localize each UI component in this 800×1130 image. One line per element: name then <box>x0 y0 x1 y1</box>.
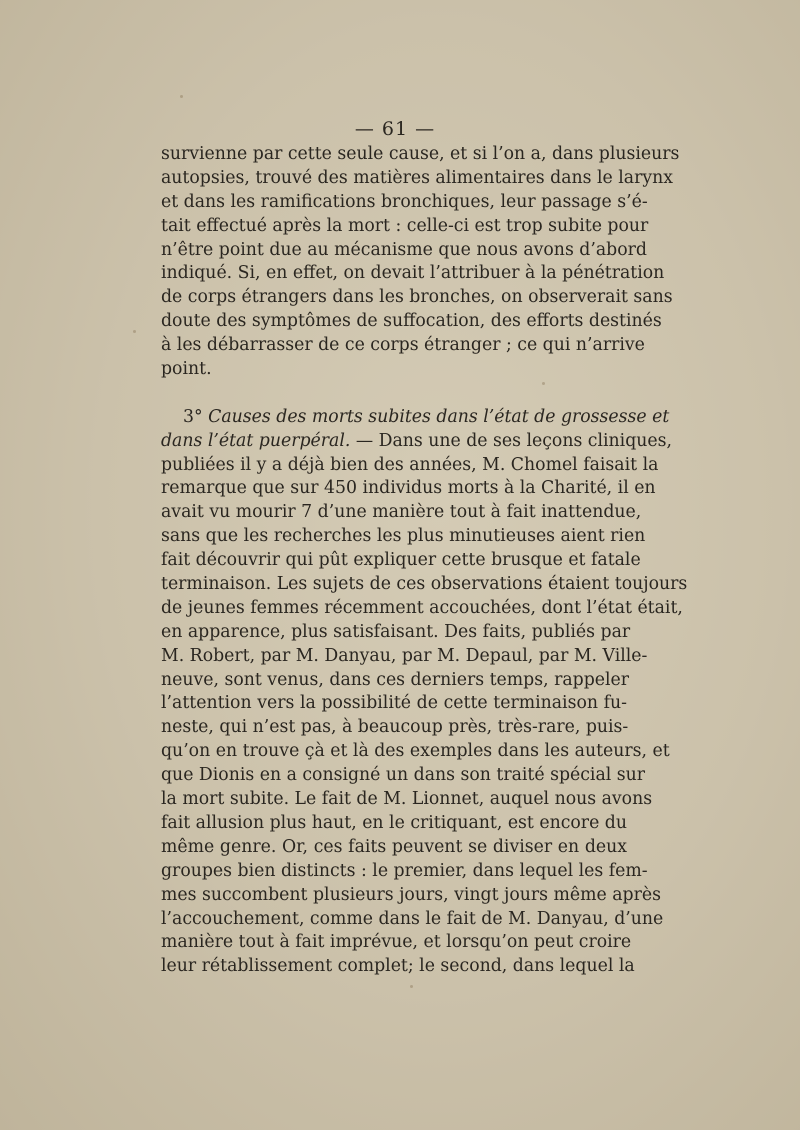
paper-speck <box>410 985 413 988</box>
text-line: neste, qui n’est pas, à beaucoup près, très-rare, puis- <box>161 717 629 738</box>
text-line: que Dionis en a consigné un dans son traité spécial sur <box>161 765 646 786</box>
text-line: autopsies, trouvé des matières alimentaires dans le larynx <box>161 167 673 188</box>
text-line: M. Robert, par M. Danyau, par M. Depaul, par M. Ville- <box>161 645 648 666</box>
text-line: fait allusion plus haut, en le critiquant, est encore du <box>161 812 627 833</box>
text-line: l’attention vers la possibilité de cette terminaison fu- <box>161 693 627 714</box>
section-heading-cont: dans l’état puerpéral. <box>161 430 351 451</box>
text-line: n’être point due au mécanisme que nous avons d’abord <box>161 239 647 260</box>
paragraph-1 <box>161 143 680 382</box>
text-line: publiées il y a déjà bien des années, M. Chomel faisait la <box>161 454 659 475</box>
text-line: avait vu mourir 7 d’une manière tout à fait inattendue, <box>161 502 642 523</box>
page-number: — 61 — <box>354 118 436 140</box>
text-line: remarque que sur 450 individus morts à la Charité, il en <box>161 478 656 499</box>
text-line: fait découvrir qui pût expliquer cette brusque et fatale <box>161 550 641 571</box>
text-line: l’accouchement, comme dans le fait de M. Danyau, d’une <box>161 908 664 929</box>
text-line: leur rétablissement complet; le second, dans lequel la <box>161 956 635 977</box>
body-text <box>161 143 688 979</box>
paper-speck <box>133 330 136 333</box>
paragraph-gap <box>161 382 627 406</box>
text-line: à les débarrasser de ce corps étranger ; ce qui n’arrive <box>161 335 645 356</box>
section-heading: Causes des morts subites dans l’état de grossesse et <box>208 406 670 427</box>
paper-speck <box>542 382 545 385</box>
paragraph-2 <box>161 406 688 979</box>
text-line: manière tout à fait imprévue, et lorsqu’on peut croire <box>161 932 632 953</box>
section-number: 3° <box>183 406 203 427</box>
text-line: doute des symptômes de suffocation, des efforts destinés <box>161 311 662 332</box>
text-line: point. <box>161 359 212 380</box>
text-line: groupes bien distincts : le premier, dans lequel les fem- <box>161 860 648 881</box>
text-line: de corps étrangers dans les bronches, on observerait sans <box>161 287 673 308</box>
text-line: indiqué. Si, en effet, on devait l’attribuer à la pénétration <box>161 263 665 284</box>
text-line: même genre. Or, ces faits peuvent se diviser en deux <box>161 836 627 857</box>
text-line: mes succombent plusieurs jours, vingt jours même après <box>161 884 661 905</box>
text-line: survienne par cette seule cause, et si l’on a, dans plusieurs <box>161 144 680 164</box>
text-line: la mort subite. Le fait de M. Lionnet, auquel nous avons <box>161 789 653 810</box>
text-line: de jeunes femmes récemment accouchées, dont l’état était, <box>161 597 683 618</box>
text-line: et dans les ramifications bronchiques, leur passage s’é- <box>161 191 648 212</box>
paper-speck <box>180 95 183 98</box>
section-text-start: — Dans une de ses leçons cliniques, <box>350 430 672 451</box>
text-line: tait effectué après la mort : celle-ci est trop subite pour <box>161 215 649 236</box>
text-line: neuve, sont venus, dans ces derniers temps, rappeler <box>161 669 629 690</box>
section-heading-line <box>161 406 670 430</box>
text-line: sans que les recherches les plus minutieuses aient rien <box>161 526 646 547</box>
text-line: qu’on en trouve çà et là des exemples dans les auteurs, et <box>161 741 670 762</box>
text-line: terminaison. Les sujets de ces observations étaient toujours <box>161 574 688 595</box>
text-line: en apparence, plus satisfaisant. Des faits, publiés par <box>161 621 631 642</box>
section-heading-line <box>161 430 672 454</box>
